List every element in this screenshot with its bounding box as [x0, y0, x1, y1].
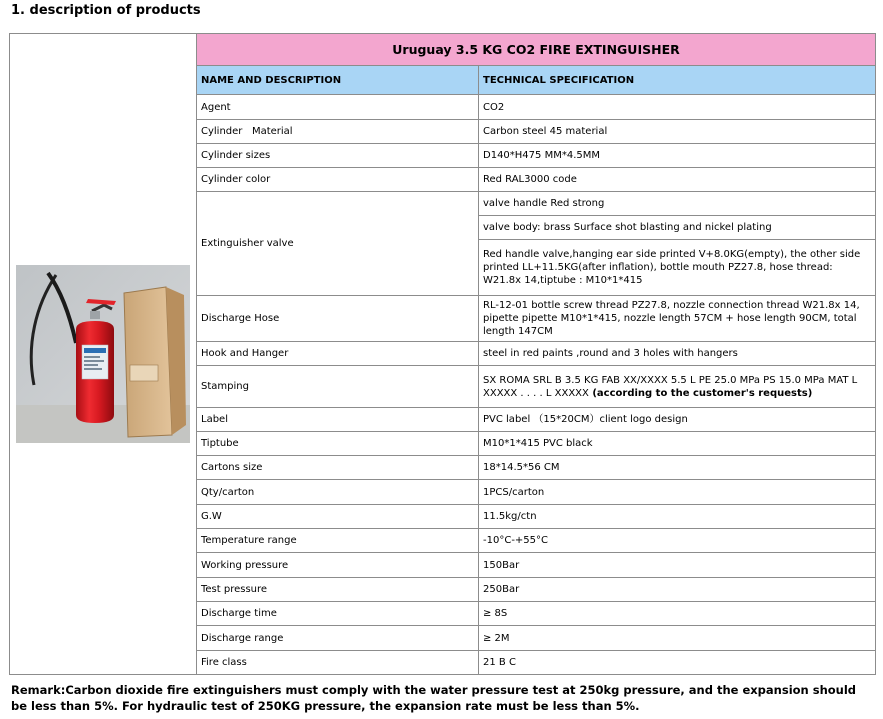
row-label: Temperature range — [197, 529, 479, 553]
row-value: 11.5kg/ctn — [479, 505, 876, 529]
row-label: Cylinder sizes — [197, 144, 479, 168]
fire-extinguisher-photo — [16, 265, 190, 443]
row-label: G.W — [197, 505, 479, 529]
row-label: Stamping — [197, 366, 479, 408]
row-label: Label — [197, 408, 479, 432]
row-label: Extinguisher valve — [197, 192, 479, 296]
row-value: Red handle valve,hanging ear side printed V+8.0KG(empty), the other side printed LL+11.5KG(after inflation), bottle mouth PZ27.8, hose thread: W21.8x 14,tiptube : M10*1*415 — [479, 240, 876, 296]
column-header-spec: TECHNICAL SPECIFICATION — [479, 66, 876, 95]
product-image-cell — [10, 34, 197, 675]
row-value: ≥ 2M — [479, 626, 876, 651]
row-label: Test pressure — [197, 578, 479, 602]
row-value: 1PCS/carton — [479, 480, 876, 505]
row-value: D140*H475 MM*4.5MM — [479, 144, 876, 168]
row-value: 18*14.5*56 CM — [479, 456, 876, 480]
row-label: Discharge range — [197, 626, 479, 651]
row-label: Cylinder Material — [197, 120, 479, 144]
row-value: steel in red paints ,round and 3 holes with hangers — [479, 342, 876, 366]
row-label: Qty/carton — [197, 480, 479, 505]
row-value — [479, 366, 876, 408]
stamping-text: SX ROMA SRL B 3.5 KG FAB XX/XXXX 5.5 L PE 25.0 MPa PS 15.0 MPa MAT L XXXXX . . . . L XXXXX — [483, 374, 858, 399]
stamping-note: (according to the customer's requests) — [588, 387, 813, 399]
row-value: -10°C-+55°C — [479, 529, 876, 553]
row-value: Red RAL3000 code — [479, 168, 876, 192]
row-value: valve handle Red strong — [479, 192, 876, 216]
product-title: Uruguay 3.5 KG CO2 FIRE EXTINGUISHER — [197, 34, 876, 66]
row-label: Tiptube — [197, 432, 479, 456]
row-value: ≥ 8S — [479, 602, 876, 626]
row-label: Discharge time — [197, 602, 479, 626]
row-value: RL-12-01 bottle screw thread PZ27.8, nozzle connection thread W21.8x 14, pipette pipette M10*1*415, nozzle length 57CM + hose length 90CM, total length 147CM — [479, 296, 876, 342]
row-label: Cartons size — [197, 456, 479, 480]
row-label: Fire class — [197, 651, 479, 675]
section-heading: 1. description of products — [11, 3, 201, 18]
row-label: Working pressure — [197, 553, 479, 578]
row-value: M10*1*415 PVC black — [479, 432, 876, 456]
remark-text: Remark:Carbon dioxide fire extinguishers must comply with the water pressure test at 250kg pressure, and the expansion should be less than 5%. For hydraulic test of 250KG pressure, the expansion rate must be less than 5%. — [11, 683, 857, 713]
row-value: 250Bar — [479, 578, 876, 602]
row-label: Agent — [197, 95, 479, 120]
row-label: Hook and Hanger — [197, 342, 479, 366]
row-value: CO2 — [479, 95, 876, 120]
row-label: Cylinder color — [197, 168, 479, 192]
table-title-row — [10, 34, 876, 66]
row-value: PVC label （15*20CM）client logo design — [479, 408, 876, 432]
row-value: Carbon steel 45 material — [479, 120, 876, 144]
row-value: valve body: brass Surface shot blasting and nickel plating — [479, 216, 876, 240]
row-value: 21 B C — [479, 651, 876, 675]
row-value: 150Bar — [479, 553, 876, 578]
column-header-name: NAME AND DESCRIPTION — [197, 66, 479, 95]
product-spec-table — [9, 33, 876, 675]
row-label: Discharge Hose — [197, 296, 479, 342]
